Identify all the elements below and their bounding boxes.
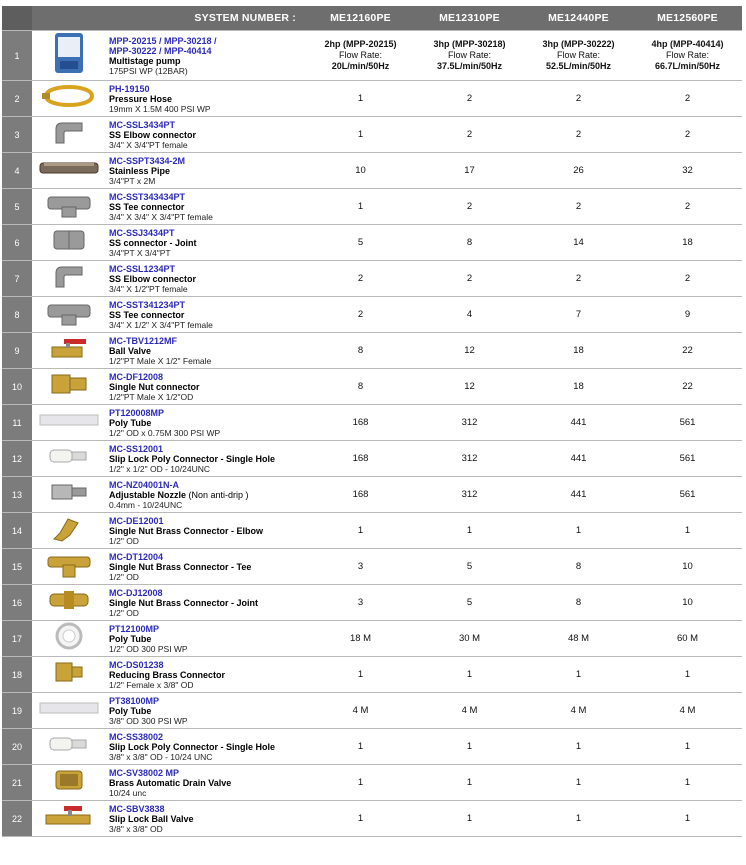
quantity-cell: 561 — [633, 441, 742, 477]
product-code: MC-SBV3838 — [109, 803, 165, 814]
product-code: PT120008MP — [109, 407, 165, 418]
product-description — [106, 765, 306, 801]
brass-elbow-icon — [38, 513, 100, 548]
quantity-cell: 8 — [415, 225, 524, 261]
product-spec: 19mm X 1.5M 400 PSI WP — [109, 103, 211, 114]
table-row — [2, 189, 742, 225]
joint-icon — [38, 225, 100, 260]
elbow-icon — [38, 117, 100, 152]
quantity-cell: 48 M — [524, 621, 633, 657]
quantity-cell: 1 — [306, 765, 415, 801]
brass-joint-icon — [38, 585, 100, 620]
slip-lock-icon — [38, 441, 100, 476]
row-number: 15 — [2, 549, 32, 585]
quantity-cell: 1 — [306, 729, 415, 765]
product-image-cell — [32, 153, 106, 189]
quantity-cell: 1 — [524, 657, 633, 693]
product-code: MC-DJ12008 — [109, 587, 163, 598]
brass-tee-icon — [38, 549, 100, 584]
product-description — [106, 585, 306, 621]
quantity-cell: 1 — [633, 513, 742, 549]
quantity-cell: 18 M — [306, 621, 415, 657]
product-spec: 3/4"PT X 3/4"PT — [109, 247, 171, 258]
quantity-cell: 5 — [306, 225, 415, 261]
quantity-cell: 441 — [524, 405, 633, 441]
table-row — [2, 513, 742, 549]
product-spec: 1/2" OD 300 PSI WP — [109, 643, 188, 654]
product-code: MC-SSPT3434-2M — [109, 155, 186, 166]
product-description — [106, 621, 306, 657]
quantity-cell: 8 — [524, 549, 633, 585]
product-name: Single Nut Brass Connector - Joint — [109, 597, 259, 608]
product-description — [106, 81, 306, 117]
product-image-cell — [32, 369, 106, 405]
product-code: MC-SSL3434PT — [109, 119, 176, 130]
product-image-cell — [32, 441, 106, 477]
product-spec: 10/24 unc — [109, 787, 147, 798]
product-description — [106, 513, 306, 549]
product-code: PH-19150 — [109, 83, 150, 94]
row-number: 22 — [2, 801, 32, 837]
product-name-note: (Non anti-drip ) — [186, 489, 249, 500]
quantity-cell: 561 — [633, 477, 742, 513]
quantity-cell: 2 — [633, 189, 742, 225]
table-row — [2, 441, 742, 477]
table-row — [2, 333, 742, 369]
product-code: MC-TBV1212MF — [109, 335, 178, 346]
quantity-cell: 312 — [415, 405, 524, 441]
row-number: 3 — [2, 117, 32, 153]
pump-icon — [49, 31, 89, 80]
product-name: SS Elbow connector — [109, 273, 197, 284]
header-row — [2, 6, 742, 31]
table-row — [2, 31, 742, 81]
table-row — [2, 297, 742, 333]
slip-ball-valve-icon — [38, 801, 100, 836]
pump-hp: 2hp (MPP-20215) — [324, 39, 397, 49]
flow-rate-label: Flow Rate: — [338, 50, 382, 60]
quantity-cell: 22 — [633, 369, 742, 405]
product-name: SS connector - Joint — [109, 237, 197, 248]
quantity-cell: 2 — [306, 261, 415, 297]
product-spec: 3/4"PT x 2M — [109, 175, 156, 186]
product-code: PT38100MP — [109, 695, 160, 706]
row-number: 13 — [2, 477, 32, 513]
table-row — [2, 153, 742, 189]
table-row — [2, 369, 742, 405]
quantity-cell: 168 — [306, 405, 415, 441]
product-spec: 3/4" X 3/4"PT female — [109, 139, 188, 150]
table-row — [2, 585, 742, 621]
product-code: MC-DT12004 — [109, 551, 164, 562]
row-number: 21 — [2, 765, 32, 801]
product-description — [106, 225, 306, 261]
row-number: 7 — [2, 261, 32, 297]
drain-valve-icon — [38, 765, 100, 800]
product-code: MC-SSL1234PT — [109, 263, 176, 274]
table-row — [2, 693, 742, 729]
quantity-cell: 18 — [633, 225, 742, 261]
product-spec: 3/4" X 1/2"PT female — [109, 283, 188, 294]
quantity-cell: 60 M — [633, 621, 742, 657]
product-name: Reducing Brass Connector — [109, 669, 226, 680]
quantity-cell: 1 — [633, 657, 742, 693]
product-spec: 1/2" OD x 0.75M 300 PSI WP — [109, 427, 221, 438]
product-description — [106, 153, 306, 189]
product-image-cell — [32, 765, 106, 801]
product-description — [106, 549, 306, 585]
product-image-cell — [32, 333, 106, 369]
product-spec: 1/2" OD — [109, 571, 139, 582]
row-number: 11 — [2, 405, 32, 441]
flow-rate-value: 66.7L/min/50Hz — [654, 61, 721, 71]
product-code-continued: MPP-30222 / MPP-40414 — [109, 45, 212, 56]
product-spec: 3/8" x 3/8" OD — [109, 823, 163, 834]
quantity-cell: 441 — [524, 441, 633, 477]
product-spec: 1/2" OD — [109, 607, 139, 618]
row-number: 1 — [2, 31, 32, 81]
table-row — [2, 225, 742, 261]
quantity-cell: 1 — [306, 117, 415, 153]
row-number: 20 — [2, 729, 32, 765]
quantity-cell: 32 — [633, 153, 742, 189]
quantity-cell: 168 — [306, 477, 415, 513]
product-spec: 1/2"PT Male X 1/2"OD — [109, 391, 194, 402]
flow-rate-value: 37.5L/min/50Hz — [436, 61, 503, 71]
product-description — [106, 297, 306, 333]
row-number: 16 — [2, 585, 32, 621]
pump-hp: 3hp (MPP-30222) — [542, 39, 615, 49]
product-image-cell — [32, 225, 106, 261]
quantity-cell: 10 — [306, 153, 415, 189]
product-image-cell — [32, 693, 106, 729]
pipe-icon — [38, 153, 100, 188]
system-column-header: ME12160PE — [306, 6, 415, 31]
slip-lock-icon — [38, 729, 100, 764]
product-code: MC-DS01238 — [109, 659, 164, 670]
product-name: SS Tee connector — [109, 201, 185, 212]
ball-valve-icon — [38, 333, 100, 368]
product-spec: 3/8" OD 300 PSI WP — [109, 715, 188, 726]
flow-rate-value: 20L/min/50Hz — [331, 61, 390, 71]
quantity-cell: 1 — [633, 729, 742, 765]
quantity-cell: 22 — [633, 333, 742, 369]
product-name: Adjustable Nozzle (Non anti-drip ) — [109, 489, 249, 500]
pump-spec-cell — [633, 31, 742, 81]
quantity-cell: 12 — [415, 369, 524, 405]
product-description — [106, 333, 306, 369]
product-description — [106, 117, 306, 153]
table-row — [2, 549, 742, 585]
quantity-cell: 2 — [524, 261, 633, 297]
product-code: MC-SST343434PT — [109, 191, 186, 202]
product-code: MC-SV38002 MP — [109, 767, 180, 778]
quantity-cell: 18 — [524, 333, 633, 369]
system-column-header: ME12560PE — [633, 6, 742, 31]
quantity-cell: 1 — [415, 801, 524, 837]
quantity-cell: 2 — [633, 261, 742, 297]
quantity-cell: 2 — [415, 117, 524, 153]
quantity-cell: 1 — [306, 81, 415, 117]
product-name: Single Nut connector — [109, 381, 200, 392]
quantity-cell: 312 — [415, 441, 524, 477]
product-spec: 1/2" OD — [109, 535, 139, 546]
product-spec: 3/8" x 3/8" OD - 10/24 UNC — [109, 751, 213, 762]
row-number: 14 — [2, 513, 32, 549]
quantity-cell: 4 M — [415, 693, 524, 729]
tee-icon — [38, 297, 100, 332]
quantity-cell: 3 — [306, 585, 415, 621]
product-spec: 1/2"PT Male X 1/2" Female — [109, 355, 212, 366]
row-number: 18 — [2, 657, 32, 693]
flow-rate-label: Flow Rate: — [447, 50, 491, 60]
quantity-cell: 10 — [633, 549, 742, 585]
quantity-cell: 2 — [633, 81, 742, 117]
table-row — [2, 657, 742, 693]
quantity-cell: 1 — [306, 657, 415, 693]
quantity-cell: 2 — [524, 81, 633, 117]
product-name: Slip Lock Ball Valve — [109, 813, 194, 824]
row-number: 19 — [2, 693, 32, 729]
product-code: MC-SS12001 — [109, 443, 164, 454]
pump-spec-cell — [415, 31, 524, 81]
quantity-cell: 2 — [633, 117, 742, 153]
flow-rate-value: 52.5L/min/50Hz — [545, 61, 612, 71]
reducer-icon — [38, 657, 100, 692]
product-code: MC-SSJ3434PT — [109, 227, 175, 238]
table-row — [2, 801, 742, 837]
product-description — [106, 801, 306, 837]
product-description — [106, 657, 306, 693]
product-description — [106, 31, 306, 81]
quantity-cell: 10 — [633, 585, 742, 621]
quantity-cell: 312 — [415, 477, 524, 513]
quantity-cell: 2 — [415, 189, 524, 225]
product-name: Stainless Pipe — [109, 165, 171, 176]
table-row — [2, 621, 742, 657]
flow-rate-label: Flow Rate: — [665, 50, 709, 60]
product-name: Poly Tube — [109, 417, 152, 428]
product-name: Multistage pump — [109, 55, 181, 66]
table-row — [2, 117, 742, 153]
product-image-cell — [32, 81, 106, 117]
table-row — [2, 477, 742, 513]
row-number: 4 — [2, 153, 32, 189]
tube-coil-icon — [38, 621, 100, 656]
product-code: MPP-20215 / MPP-30218 / — [109, 35, 217, 46]
quantity-cell: 1 — [524, 513, 633, 549]
row-number: 6 — [2, 225, 32, 261]
row-number: 8 — [2, 297, 32, 333]
quantity-cell: 5 — [415, 549, 524, 585]
product-image-cell — [32, 31, 106, 81]
product-image-cell — [32, 477, 106, 513]
product-image-cell — [32, 549, 106, 585]
quantity-cell: 26 — [524, 153, 633, 189]
product-name: Brass Automatic Drain Valve — [109, 777, 232, 788]
product-name: Slip Lock Poly Connector - Single Hole — [109, 741, 276, 752]
row-number: 17 — [2, 621, 32, 657]
hose-icon — [38, 81, 100, 116]
brass-nut-icon — [38, 369, 100, 404]
product-code: MC-NZ04001N-A — [109, 479, 180, 490]
product-description — [106, 477, 306, 513]
product-name: Single Nut Brass Connector - Tee — [109, 561, 252, 572]
product-code: MC-DE12001 — [109, 515, 164, 526]
product-image-cell — [32, 621, 106, 657]
quantity-cell: 1 — [306, 513, 415, 549]
tube-icon — [38, 693, 100, 728]
system-column-header: ME12440PE — [524, 6, 633, 31]
product-description — [106, 189, 306, 225]
quantity-cell: 1 — [415, 657, 524, 693]
quantity-cell: 2 — [524, 189, 633, 225]
quantity-cell: 441 — [524, 477, 633, 513]
quantity-cell: 2 — [524, 117, 633, 153]
product-image-cell — [32, 117, 106, 153]
row-number: 2 — [2, 81, 32, 117]
product-description — [106, 441, 306, 477]
quantity-cell: 1 — [415, 513, 524, 549]
quantity-cell: 4 — [415, 297, 524, 333]
product-code: MC-SST341234PT — [109, 299, 186, 310]
product-image-cell — [32, 585, 106, 621]
quantity-cell: 14 — [524, 225, 633, 261]
quantity-cell: 1 — [306, 189, 415, 225]
product-name: Slip Lock Poly Connector - Single Hole — [109, 453, 276, 464]
parts-table — [2, 6, 742, 837]
quantity-cell: 7 — [524, 297, 633, 333]
quantity-cell: 1 — [633, 801, 742, 837]
table-row — [2, 81, 742, 117]
product-name: Pressure Hose — [109, 93, 173, 104]
product-image-cell — [32, 297, 106, 333]
quantity-cell: 30 M — [415, 621, 524, 657]
quantity-cell: 1 — [306, 801, 415, 837]
system-column-header: ME12310PE — [415, 6, 524, 31]
quantity-cell: 8 — [524, 585, 633, 621]
quantity-cell: 5 — [415, 585, 524, 621]
row-number: 9 — [2, 333, 32, 369]
quantity-cell: 2 — [415, 81, 524, 117]
quantity-cell: 1 — [415, 765, 524, 801]
product-description — [106, 261, 306, 297]
quantity-cell: 17 — [415, 153, 524, 189]
quantity-cell: 1 — [524, 801, 633, 837]
pump-hp: 4hp (MPP-40414) — [651, 39, 724, 49]
quantity-cell: 168 — [306, 441, 415, 477]
product-name: Poly Tube — [109, 633, 152, 644]
table-row — [2, 261, 742, 297]
pump-spec-cell — [524, 31, 633, 81]
product-image-cell — [32, 657, 106, 693]
product-spec: 0.4mm - 10/24UNC — [109, 499, 183, 510]
quantity-cell: 4 M — [306, 693, 415, 729]
product-description — [106, 369, 306, 405]
quantity-cell: 561 — [633, 405, 742, 441]
system-number-label: SYSTEM NUMBER : — [32, 6, 306, 31]
header-number-cell — [2, 6, 32, 31]
quantity-cell: 12 — [415, 333, 524, 369]
quantity-cell: 2 — [306, 297, 415, 333]
product-spec: 1/2" Female x 3/8" OD — [109, 679, 194, 690]
product-image-cell — [32, 261, 106, 297]
quantity-cell: 18 — [524, 369, 633, 405]
quantity-cell: 9 — [633, 297, 742, 333]
product-code: MC-SS38002 — [109, 731, 164, 742]
product-image-cell — [32, 189, 106, 225]
row-number: 10 — [2, 369, 32, 405]
product-description — [106, 693, 306, 729]
table-row — [2, 765, 742, 801]
quantity-cell: 1 — [633, 765, 742, 801]
quantity-cell: 8 — [306, 333, 415, 369]
product-name: Ball Valve — [109, 345, 152, 356]
tube-icon — [38, 405, 100, 440]
product-description — [106, 405, 306, 441]
nozzle-icon — [38, 477, 100, 512]
pump-spec-cell — [306, 31, 415, 81]
product-code: MC-DF12008 — [109, 371, 164, 382]
product-name: Poly Tube — [109, 705, 152, 716]
pump-hp: 3hp (MPP-30218) — [433, 39, 506, 49]
product-code: PT12100MP — [109, 623, 160, 634]
product-description — [106, 729, 306, 765]
tee-icon — [38, 189, 100, 224]
product-name: SS Elbow connector — [109, 129, 197, 140]
row-number: 5 — [2, 189, 32, 225]
quantity-cell: 1 — [524, 729, 633, 765]
quantity-cell: 4 M — [524, 693, 633, 729]
table-row — [2, 729, 742, 765]
product-image-cell — [32, 729, 106, 765]
quantity-cell: 1 — [524, 765, 633, 801]
row-number: 12 — [2, 441, 32, 477]
product-spec: 3/4" X 1/2" X 3/4"PT female — [109, 319, 213, 330]
product-image-cell — [32, 513, 106, 549]
product-spec: 3/4" X 3/4" X 3/4"PT female — [109, 211, 213, 222]
table-row — [2, 405, 742, 441]
product-name: SS Tee connector — [109, 309, 185, 320]
quantity-cell: 1 — [415, 729, 524, 765]
quantity-cell: 2 — [415, 261, 524, 297]
product-image-cell — [32, 801, 106, 837]
product-image-cell — [32, 405, 106, 441]
product-name: Single Nut Brass Connector - Elbow — [109, 525, 264, 536]
quantity-cell: 8 — [306, 369, 415, 405]
elbow-icon — [38, 261, 100, 296]
quantity-cell: 4 M — [633, 693, 742, 729]
quantity-cell: 3 — [306, 549, 415, 585]
flow-rate-label: Flow Rate: — [556, 50, 600, 60]
product-spec: 1/2" x 1/2" OD - 10/24UNC — [109, 463, 210, 474]
product-spec: 175PSI WP (12BAR) — [109, 65, 188, 76]
